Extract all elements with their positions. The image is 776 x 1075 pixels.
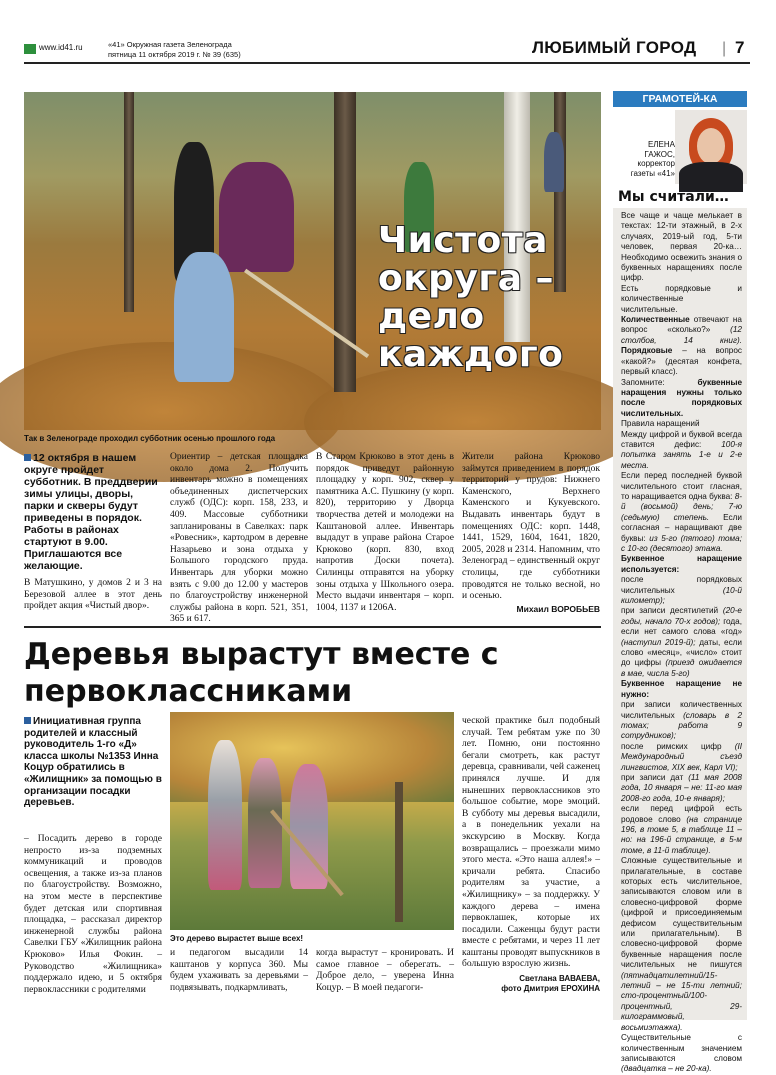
sidebar-paragraph: при записи десятилетий (20-е годы, начало 70-х годов); года, если нет самого слова «год» (наступил 2019-й); даты, если слово «месяц», «число» стоит до цифры (приезд ожидается в мае, числа 5-го)	[621, 606, 743, 678]
sidebar-paragraph: Есть порядковые и количественные числительные. Количественные отвечают на вопрос «сколько?» (12 столбов, 14 книг). Порядковые – на вопрос «какой?» (десятая конфета, первый класс).	[621, 283, 742, 377]
article2-photo-caption: Это дерево вырастет выше всех!	[170, 934, 304, 943]
sidebar-paragraph: Все чаще и чаще мелькает в текстах: 12-ти этажный, в 2-х случаях, 2019-ый год, 5-ти человек, первая 20-ка… Необходимо освежить знания о буквенных наращениях после цифр.	[621, 211, 742, 283]
author-portrait	[675, 110, 747, 184]
bullet-square-icon	[24, 717, 31, 724]
author-last-name: ГАЖОС,	[644, 149, 675, 159]
article2-photographer: фото Дмитрия ЕРОХИНА	[501, 984, 600, 993]
site-url[interactable]: www.id41.ru	[39, 43, 83, 52]
sidebar-subheading: Буквенное наращение не нужно:	[621, 679, 742, 699]
article2-lead-text: Инициативная группа родителей и классный руководитель 1-го «Д» класса школы №1353 Инна Коцур обратились в «Жилищник» за помощью в организации посадки деревьев.	[24, 716, 162, 809]
sidebar-text	[621, 211, 742, 1075]
article1-lead-text: 12 октября в нашем округе пройдет субботник. В преддверии зимы улицы, дворы, парки и скверы будут приведены в порядок. Работы в районах стартуют в 9.00. Приглашаются все желающие.	[24, 452, 158, 572]
article2-author	[462, 974, 600, 994]
sidebar-paragraph: после порядковых числительных (10-й километр);	[621, 575, 742, 606]
section-title: ЛЮБИМЫЙ ГОРОД	[532, 38, 697, 57]
article2-author-name: Светлана ВАВАЕВА,	[519, 974, 600, 983]
sidebar-subheading: Правила наращений	[621, 419, 700, 429]
issue-date: пятница 11 октября 2019 г. № 39 (635)	[108, 50, 241, 59]
author-caption	[613, 140, 675, 178]
rubric-label: ГРАМОТЕЙ-КА	[613, 91, 747, 107]
article1-author: Михаил ВОРОБЬЕВ	[516, 604, 600, 614]
author-first-name: ЕЛЕНА	[647, 140, 675, 149]
article2-column-3: когда вырастут – кронировать. И самое главное – оберегать. – Доброе дело, – уверена Инна Коцур. – В моей педагоги-	[316, 948, 454, 993]
sidebar-paragraph: Сложные существительные и прилагательные, в составе которых есть числительное, записываются словом или в словесно-цифровой форме (цифрой и присоединяемым дефисом существительным или прилагательным). В словесно-цифровой форме буквенные наращения после числительных не пишутся (пятнадцатилетний/15-летний – не 15-ти летний; сто-процентный/100-процентный, 29-килограммовый, восьмиэтажка). Существительные с количественным значением записываются словом (двадцатка – не 20-ка).	[621, 856, 742, 1074]
header-separator: |	[722, 40, 727, 57]
bullet-square-icon	[24, 454, 31, 461]
sidebar-paragraph: после римских цифр (II Международный съезд лингвистов, XIX век, Карл VI);	[621, 741, 742, 772]
article1-lead	[24, 452, 162, 572]
author-role: корректор	[637, 159, 675, 168]
article-divider	[24, 626, 601, 628]
sidebar-paragraph: Между цифрой и буквой всегда ставится дефис: 100-я попытка занять 1-е и 2-е места.	[621, 429, 742, 470]
article2-lead	[24, 716, 162, 809]
article2-headline: Деревья вырастут вместе с первоклассниками	[24, 637, 499, 709]
sidebar-subheading: Буквенное наращение используется:	[621, 554, 742, 574]
paper-name: «41» Окружная газета Зеленограда	[108, 40, 232, 49]
header-divider	[24, 62, 750, 64]
sidebar-paragraph: Если перед последней буквой числительного стоит гласная, то наращивается одна буква: 8-й (восьмой) день; 7-ю (седьмую) степень. Если согласная – наращивают две буквы: из 5-го (пятого) тома; с 10-го (десятого) этажа.	[621, 471, 742, 553]
sidebar-paragraph: при записи количественных числительных (словарь в 2 томах; работа 9 сотрудников);	[621, 700, 743, 741]
article1-column-2: Ориентир – детская площадка около дома 2. Получить инвентарь можно в помещениях объединенных диспетчерских служб (ОДС): корп. 158, 233, и 409. Массовые субботники запланированы в Савелках: парк «Ровесник», картодром в деревне Назарьево и зона отдыха у Большого городского пруда. Инвентарь для уборки можно взять с 9.00 до 12.00 у мастеров по благоустройству инженерной службы района в корп. 521, 351, 365 и 617.	[170, 452, 308, 625]
article1-column-3: В Старом Крюково в этот день в порядок приведут районную площадку у корп. 902, сквер у памятника А.С. Пушкину (у корп. 820), территорию у Дворца творчества детей и молодежи на Каштановой аллее. Инвентарь выдадут в управе района Старое Крюково (корп. 830, вход напротив Доски почета). Силинцы отправятся на уборку зоны отдыха у Школьного озера. Место выдачи инвентаря – корп. 1004, 1137 и 1206А.	[316, 452, 454, 613]
article1-photo-caption: Так в Зеленограде проходил субботник осенью прошлого года	[24, 434, 276, 443]
sidebar-paragraph: при записи дат (11 мая 2008 года, 10 января – не: 11-го мая 2008-го года, 10-е января);	[621, 772, 742, 803]
article1-column-1: В Матушкино, у домов 2 и 3 на Березовой аллее в этот день пройдет акция «Чистый двор».	[24, 578, 162, 612]
article1-headline: Чистота округа – дело каждого	[378, 220, 564, 375]
sidebar-paragraph: Запомните: буквенные наращения нужны только после порядковых числительных.	[621, 377, 742, 418]
article2-column-4: ческой практике был подобный случай. Тем ребятам уже по 30 лет. Помню, они постоянно бегали смотреть, как растут деревца, сравнивали, чей саженец принялся лучше. И для нынешних первоклассников это большое событие, море эмоций. В субботу мы деревья высадили, а в понедельник уехали на экскурсию в Москву. Когда возвращались – проезжали мимо этого места. «Это наша аллея!» – кричали ребята. Спасибо родителям за участие, а «Жилищнику» – за поддержку. У каждого дерева – имена первоклашек, которые их посадили. Саженцы будут расти вместе с ребятами, и через 11 лет каштаны проводят выпускников в большую взрослую жизнь.	[462, 716, 600, 970]
sidebar-body	[613, 208, 747, 1074]
article1-column-4: Жители района Крюково займутся приведением в порядок территорий у прудов: Нижнего Каменского, Верхнего Каменского и Кукуевского. Выдавать инвентарь будут в помещениях ОДС: корп. 1448, 1441, 1529, 1604, 1641, 1820, 2005, 2028 и 2314. Напомним, что Зеленоград – единственный округ столицы, где субботники проводятся не только весной, но и осенью.	[462, 452, 600, 602]
logo-icon	[24, 44, 36, 54]
article2-column-1: – Посадить дерево в городе непросто из-за подземных коммуникаций и проводов освещения, а также из-за планов по благоустройству. Возможно, на этом месте в перспективе будет детская или спортивная площадка, – рассказал директор инженерной службы района Савелки ГБУ «Жилищник района Крюково» Илья Фокин. – Руководство «Жилищника» поддержало идею, и 5 октября первоклассники с родителями	[24, 834, 162, 995]
tree-planting-photo	[170, 712, 454, 930]
sidebar-title: Мы считали…	[618, 189, 729, 205]
page-number: 7	[735, 38, 745, 57]
sidebar-paragraph: если перед цифрой есть родовое слово (на странице 196, в томе 5, в таблице 11 – но: на 196-й странице, в 5-м томе, в 11-й таблице).	[621, 804, 742, 855]
author-role-paper: газеты «41»	[630, 168, 675, 178]
article2-column-2: и педагогом высадили 14 каштанов у корпуса 360. Мы будем ухаживать за деревьями – подвязывать, подкармливать,	[170, 948, 308, 993]
